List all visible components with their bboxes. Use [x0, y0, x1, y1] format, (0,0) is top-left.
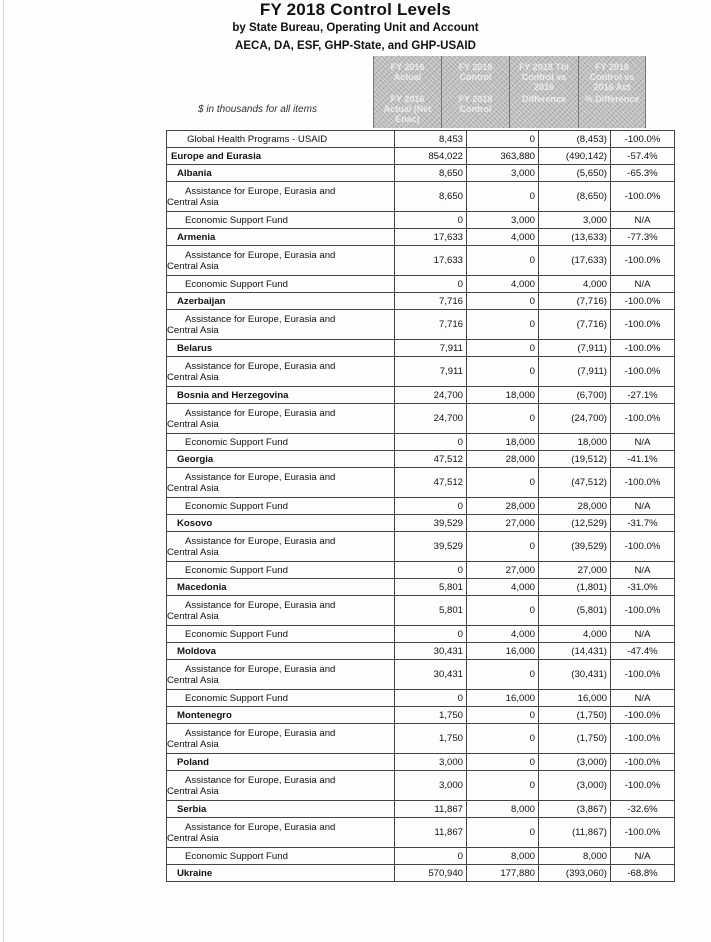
pct-difference-value: -100.0%	[611, 182, 675, 212]
fy16-value: 8,453	[395, 131, 467, 148]
row-label	[167, 165, 395, 182]
difference-value: 4,000	[539, 626, 611, 643]
row-label-continuation: Central Asia	[167, 546, 219, 558]
fy18-value: 8,000	[467, 801, 539, 818]
pct-difference-value: N/A	[611, 626, 675, 643]
row-label-text: Europe and Eurasia	[171, 150, 262, 162]
fy16-value: 570,940	[395, 865, 467, 882]
row-label-text: Belarus	[177, 342, 213, 354]
row-label-text: Economic Support Fund	[185, 692, 288, 704]
fy18-value: 8,000	[467, 848, 539, 865]
row-label-text: Assistance for Europe, Eurasia and	[185, 727, 336, 739]
fy16-value: 854,022	[395, 148, 467, 165]
table-row	[167, 660, 675, 690]
row-label-text: Assistance for Europe, Eurasia and	[185, 663, 336, 675]
fy18-value: 27,000	[467, 562, 539, 579]
pct-difference-value: -77.3%	[611, 229, 675, 246]
row-label	[167, 451, 395, 468]
row-label-text: Global Health Programs - USAID	[187, 133, 328, 145]
difference-value: 8,000	[539, 848, 611, 865]
row-label-continuation: Central Asia	[167, 832, 219, 844]
row-label-text: Assistance for Europe, Eurasia and	[185, 821, 336, 833]
row-label-text: Poland	[177, 756, 209, 768]
row-label	[167, 357, 395, 387]
fy16-value: 47,512	[395, 468, 467, 498]
row-label	[167, 865, 395, 882]
row-label	[167, 468, 395, 498]
fy18-value: 18,000	[467, 387, 539, 404]
fy16-value: 0	[395, 498, 467, 515]
row-label-text: Moldova	[177, 645, 216, 657]
fy16-value: 8,650	[395, 182, 467, 212]
table-row	[167, 818, 675, 848]
fy16-value: 24,700	[395, 404, 467, 434]
pct-difference-value: N/A	[611, 690, 675, 707]
pct-difference-value: N/A	[611, 498, 675, 515]
row-label-text: Armenia	[177, 231, 216, 243]
row-label	[167, 801, 395, 818]
row-label	[167, 404, 395, 434]
page-title: FY 2018 Control Levels	[259, 0, 452, 19]
column-header-pct-bottom: % Difference	[584, 94, 640, 104]
difference-value: (393,060)	[539, 865, 611, 882]
row-label-continuation: Central Asia	[167, 674, 219, 686]
fy18-value: 4,000	[467, 626, 539, 643]
difference-value: (8,453)	[539, 131, 611, 148]
table-row	[167, 562, 675, 579]
fy16-value: 7,716	[395, 310, 467, 340]
table-row	[167, 229, 675, 246]
fy18-value: 4,000	[467, 229, 539, 246]
row-label	[167, 434, 395, 451]
units-note: $ in thousands for all items	[198, 104, 317, 115]
fy18-value: 0	[467, 771, 539, 801]
page-accounts-line: AECA, DA, ESF, GHP-State, and GHP-USAID	[235, 40, 476, 52]
difference-value: (1,750)	[539, 707, 611, 724]
fy18-value: 177,880	[467, 865, 539, 882]
row-label	[167, 818, 395, 848]
row-label	[167, 340, 395, 357]
row-label-text: Bosnia and Herzegovina	[177, 389, 289, 401]
fy18-value: 0	[467, 131, 539, 148]
fy18-value: 18,000	[467, 434, 539, 451]
fy16-value: 0	[395, 212, 467, 229]
table-row	[167, 771, 675, 801]
table-row	[167, 690, 675, 707]
column-header-fy16-top: FY 2016 Actual	[390, 62, 425, 82]
fy16-value: 0	[395, 690, 467, 707]
fy18-value: 4,000	[467, 276, 539, 293]
difference-value: (1,750)	[539, 724, 611, 754]
row-label-text: Economic Support Fund	[185, 628, 288, 640]
row-label	[167, 532, 395, 562]
row-label	[167, 643, 395, 660]
row-label-text: Serbia	[177, 803, 207, 815]
row-label-continuation: Central Asia	[167, 324, 219, 336]
row-label-text: Montenegro	[177, 709, 232, 721]
difference-value: (14,431)	[539, 643, 611, 660]
table-row	[167, 848, 675, 865]
difference-value: (7,911)	[539, 340, 611, 357]
table-row	[167, 579, 675, 596]
fy18-value: 0	[467, 246, 539, 276]
pct-difference-value: N/A	[611, 276, 675, 293]
fy16-value: 11,867	[395, 818, 467, 848]
row-label-continuation: Central Asia	[167, 260, 219, 272]
fy18-value: 0	[467, 596, 539, 626]
fy18-value: 363,880	[467, 148, 539, 165]
fy18-value: 28,000	[467, 451, 539, 468]
row-label	[167, 626, 395, 643]
column-header-difference-top: FY 2018 Tbl Control vs 2016	[519, 62, 569, 92]
table-row	[167, 643, 675, 660]
fy18-value: 0	[467, 724, 539, 754]
row-label-text: Macedonia	[177, 581, 227, 593]
row-label	[167, 596, 395, 626]
row-label	[167, 579, 395, 596]
table-row	[167, 596, 675, 626]
pct-difference-value: N/A	[611, 848, 675, 865]
fy16-value: 8,650	[395, 165, 467, 182]
table-row	[167, 165, 675, 182]
table-row	[167, 212, 675, 229]
row-label-text: Assistance for Europe, Eurasia and	[185, 360, 336, 372]
fy16-value: 0	[395, 434, 467, 451]
column-header-difference-bottom: Difference	[521, 94, 566, 104]
difference-value: (24,700)	[539, 404, 611, 434]
row-label-text: Assistance for Europe, Eurasia and	[185, 535, 336, 547]
pct-difference-value: N/A	[611, 212, 675, 229]
fy16-value: 0	[395, 626, 467, 643]
pct-difference-value: -57.4%	[611, 148, 675, 165]
column-header-pct-difference	[578, 56, 646, 128]
fy16-value: 1,750	[395, 707, 467, 724]
column-header-difference	[509, 56, 578, 128]
row-label	[167, 562, 395, 579]
row-label	[167, 724, 395, 754]
row-label-continuation: Central Asia	[167, 196, 219, 208]
fy16-value: 47,512	[395, 451, 467, 468]
difference-value: (5,801)	[539, 596, 611, 626]
pct-difference-value: -100.0%	[611, 310, 675, 340]
fy18-value: 27,000	[467, 515, 539, 532]
row-label	[167, 276, 395, 293]
pct-difference-value: -68.8%	[611, 865, 675, 882]
fy18-value: 0	[467, 310, 539, 340]
fy18-value: 16,000	[467, 643, 539, 660]
fy16-value: 7,716	[395, 293, 467, 310]
row-label	[167, 246, 395, 276]
row-label-continuation: Central Asia	[167, 738, 219, 750]
pct-difference-value: -41.1%	[611, 451, 675, 468]
table-row	[167, 865, 675, 882]
row-label-text: Assistance for Europe, Eurasia and	[185, 471, 336, 483]
fy18-value: 0	[467, 293, 539, 310]
table-row	[167, 340, 675, 357]
row-label	[167, 148, 395, 165]
table-row	[167, 532, 675, 562]
fy16-value: 17,633	[395, 246, 467, 276]
fy16-value: 11,867	[395, 801, 467, 818]
pct-difference-value: -100.0%	[611, 357, 675, 387]
table-row	[167, 293, 675, 310]
pct-difference-value: N/A	[611, 562, 675, 579]
pct-difference-value: -100.0%	[611, 293, 675, 310]
pct-difference-value: -31.0%	[611, 579, 675, 596]
row-label-text: Assistance for Europe, Eurasia and	[185, 313, 336, 325]
pct-difference-value: -100.0%	[611, 596, 675, 626]
difference-value: (7,716)	[539, 293, 611, 310]
fy18-value: 0	[467, 468, 539, 498]
row-label	[167, 212, 395, 229]
difference-value: 4,000	[539, 276, 611, 293]
fy18-value: 0	[467, 182, 539, 212]
fy16-value: 3,000	[395, 771, 467, 801]
fy18-value: 28,000	[467, 498, 539, 515]
table-row	[167, 357, 675, 387]
fy16-value: 0	[395, 848, 467, 865]
difference-value: (30,431)	[539, 660, 611, 690]
fy16-value: 39,529	[395, 532, 467, 562]
difference-value: (6,700)	[539, 387, 611, 404]
fy18-value: 0	[467, 357, 539, 387]
pct-difference-value: N/A	[611, 434, 675, 451]
fy16-value: 24,700	[395, 387, 467, 404]
difference-value: (5,650)	[539, 165, 611, 182]
difference-value: (39,529)	[539, 532, 611, 562]
difference-value: (1,801)	[539, 579, 611, 596]
pct-difference-value: -100.0%	[611, 246, 675, 276]
fy18-value: 16,000	[467, 690, 539, 707]
pct-difference-value: -65.3%	[611, 165, 675, 182]
row-label-text: Assistance for Europe, Eurasia and	[185, 774, 336, 786]
row-label-text: Economic Support Fund	[185, 214, 288, 226]
column-header-fy16-bottom: FY 2016 Actual (Net Enac)	[383, 94, 432, 124]
pct-difference-value: -100.0%	[611, 468, 675, 498]
row-label	[167, 690, 395, 707]
row-label	[167, 707, 395, 724]
row-label-text: Ukraine	[177, 867, 213, 879]
fy16-value: 1,750	[395, 724, 467, 754]
table-row	[167, 707, 675, 724]
difference-value: 28,000	[539, 498, 611, 515]
fy18-value: 0	[467, 707, 539, 724]
pct-difference-value: -100.0%	[611, 532, 675, 562]
table-row	[167, 148, 675, 165]
difference-value: 27,000	[539, 562, 611, 579]
table-row	[167, 404, 675, 434]
table-row	[167, 276, 675, 293]
pct-difference-value: -100.0%	[611, 131, 675, 148]
difference-value: (47,512)	[539, 468, 611, 498]
table-row	[167, 434, 675, 451]
fy16-value: 3,000	[395, 754, 467, 771]
pct-difference-value: -100.0%	[611, 724, 675, 754]
row-label-text: Assistance for Europe, Eurasia and	[185, 407, 336, 419]
fy18-value: 4,000	[467, 579, 539, 596]
fy16-value: 7,911	[395, 357, 467, 387]
difference-value: (3,000)	[539, 771, 611, 801]
pct-difference-value: -47.4%	[611, 643, 675, 660]
difference-value: (17,633)	[539, 246, 611, 276]
table-row	[167, 131, 675, 148]
row-label-continuation: Central Asia	[167, 418, 219, 430]
fy18-value: 3,000	[467, 165, 539, 182]
fy18-value: 0	[467, 660, 539, 690]
row-label-text: Azerbaijan	[177, 295, 226, 307]
page-subtitle: by State Bureau, Operating Unit and Account	[232, 22, 479, 34]
row-label-text: Economic Support Fund	[185, 564, 288, 576]
row-label-text: Economic Support Fund	[185, 436, 288, 448]
scan-edge-line	[3, 0, 4, 942]
table-row	[167, 515, 675, 532]
difference-value: (12,529)	[539, 515, 611, 532]
difference-value: (3,000)	[539, 754, 611, 771]
pct-difference-value: -32.6%	[611, 801, 675, 818]
fy16-value: 30,431	[395, 643, 467, 660]
pct-difference-value: -31.7%	[611, 515, 675, 532]
fy16-value: 39,529	[395, 515, 467, 532]
table-row	[167, 468, 675, 498]
fy16-value: 7,911	[395, 340, 467, 357]
row-label	[167, 771, 395, 801]
control-levels-table	[166, 130, 675, 882]
table-row	[167, 498, 675, 515]
row-label-text: Assistance for Europe, Eurasia and	[185, 185, 336, 197]
pct-difference-value: -100.0%	[611, 660, 675, 690]
difference-value: (11,867)	[539, 818, 611, 848]
column-header-fy18-top: FY 2018 Control	[458, 62, 493, 82]
row-label-text: Economic Support Fund	[185, 500, 288, 512]
difference-value: (7,716)	[539, 310, 611, 340]
column-header-pct-top: FY 2018 Control vs 2016 Act	[589, 62, 635, 92]
row-label	[167, 515, 395, 532]
pct-difference-value: -100.0%	[611, 707, 675, 724]
row-label-text: Economic Support Fund	[185, 850, 288, 862]
pct-difference-value: -100.0%	[611, 340, 675, 357]
difference-value: 16,000	[539, 690, 611, 707]
difference-value: (490,142)	[539, 148, 611, 165]
fy16-value: 30,431	[395, 660, 467, 690]
fy18-value: 0	[467, 532, 539, 562]
row-label-text: Assistance for Europe, Eurasia and	[185, 599, 336, 611]
fy18-value: 3,000	[467, 212, 539, 229]
difference-value: (3,867)	[539, 801, 611, 818]
difference-value: (13,633)	[539, 229, 611, 246]
row-label-continuation: Central Asia	[167, 785, 219, 797]
fy18-value: 0	[467, 754, 539, 771]
column-header-fy18-bottom: FY 2018 Control	[458, 94, 493, 114]
row-label	[167, 229, 395, 246]
table-row	[167, 246, 675, 276]
table-row	[167, 310, 675, 340]
row-label	[167, 848, 395, 865]
fy18-value: 0	[467, 404, 539, 434]
fy16-value: 0	[395, 562, 467, 579]
difference-value: (8,650)	[539, 182, 611, 212]
fy16-value: 17,633	[395, 229, 467, 246]
row-label	[167, 660, 395, 690]
row-label-text: Albania	[177, 167, 212, 179]
pct-difference-value: -100.0%	[611, 754, 675, 771]
row-label-continuation: Central Asia	[167, 610, 219, 622]
column-header-fy16	[373, 56, 441, 128]
row-label	[167, 310, 395, 340]
table-row	[167, 182, 675, 212]
pct-difference-value: -27.1%	[611, 387, 675, 404]
row-label-continuation: Central Asia	[167, 371, 219, 383]
row-label-text: Assistance for Europe, Eurasia and	[185, 249, 336, 261]
pct-difference-value: -100.0%	[611, 818, 675, 848]
table-row	[167, 724, 675, 754]
pct-difference-value: -100.0%	[611, 404, 675, 434]
fy18-value: 0	[467, 818, 539, 848]
fy16-value: 0	[395, 276, 467, 293]
difference-value: 18,000	[539, 434, 611, 451]
row-label	[167, 182, 395, 212]
column-header-fy18	[441, 56, 509, 128]
row-label-text: Economic Support Fund	[185, 278, 288, 290]
row-label	[167, 498, 395, 515]
row-label	[167, 131, 395, 148]
fy16-value: 5,801	[395, 596, 467, 626]
row-label	[167, 293, 395, 310]
row-label	[167, 387, 395, 404]
difference-value: (19,512)	[539, 451, 611, 468]
fy18-value: 0	[467, 340, 539, 357]
row-label-text: Georgia	[177, 453, 214, 465]
table-row	[167, 387, 675, 404]
table-row	[167, 801, 675, 818]
fy16-value: 5,801	[395, 579, 467, 596]
row-label-text: Kosovo	[177, 517, 213, 529]
table-row	[167, 754, 675, 771]
difference-value: (7,911)	[539, 357, 611, 387]
table-row	[167, 626, 675, 643]
pct-difference-value: -100.0%	[611, 771, 675, 801]
table-row	[167, 451, 675, 468]
row-label	[167, 754, 395, 771]
difference-value: 3,000	[539, 212, 611, 229]
row-label-continuation: Central Asia	[167, 482, 219, 494]
